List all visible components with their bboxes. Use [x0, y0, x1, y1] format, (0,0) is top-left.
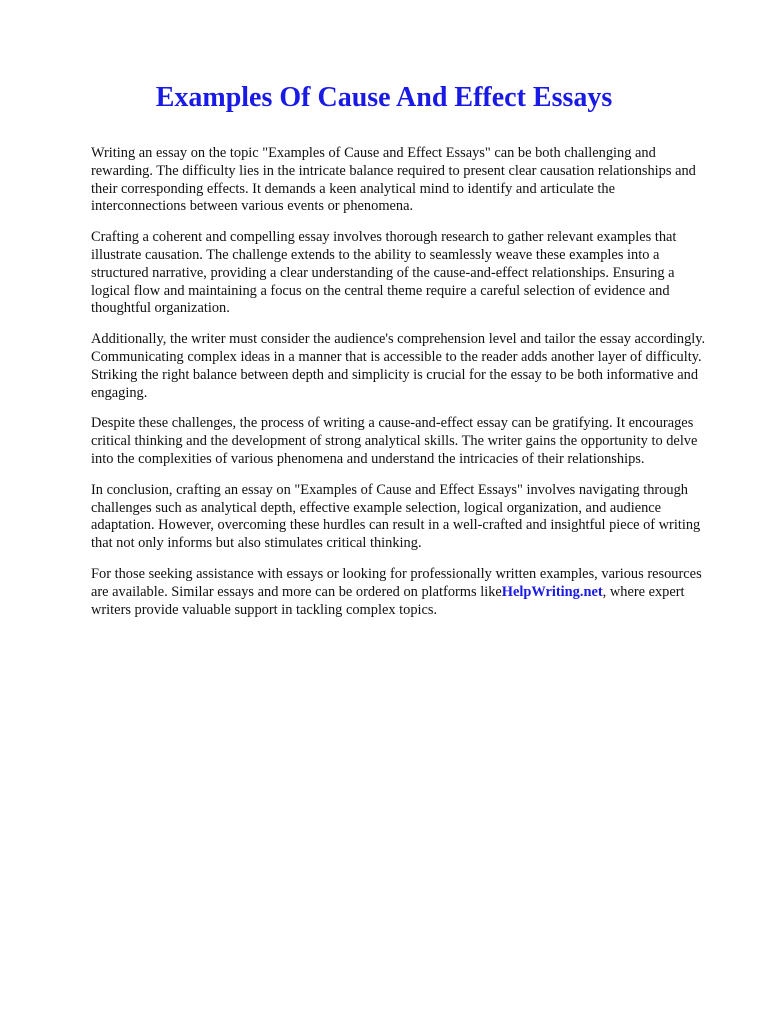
paragraph-5: In conclusion, crafting an essay on "Examples of Cause and Effect Essays" involves navigating through challenges such as analytical depth, effective example selection, logical organization, and audience adaptation. However, overcoming these hurdles can result in a well-crafted and insightful piece of writing that not only informs but also stimulates critical thinking. — [91, 481, 701, 552]
closing-text-after-link: , where expert writers provide valuable support in tackling complex topics. — [91, 583, 685, 618]
closing-paragraph — [91, 566, 711, 619]
closing-text-before-link: For those seeking assistance with essays or looking for professionally written examples, various resources are available. Similar essays and more can be ordered on platforms like — [91, 565, 702, 600]
page-title: Examples Of Cause And Effect Essays — [155, 82, 613, 113]
helpwriting-link[interactable]: HelpWriting.net — [501, 583, 603, 600]
paragraph-3: Additionally, the writer must consider the audience's comprehension level and tailor the essay accordingly. Communicating complex ideas in a manner that is accessible to the reader adds another layer of difficulty. Striking the right balance between depth and simplicity is crucial for the essay to be both informative and engaging. — [91, 331, 706, 401]
paragraph-4: Despite these challenges, the process of writing a cause-and-effect essay can be gratifying. It encourages critical thinking and the development of strong analytical skills. The writer gains the opportunity to delve into the complexities of various phenomena and understand the intricacies of their relationships. — [91, 415, 698, 467]
paragraph-2: Crafting a coherent and compelling essay involves thorough research to gather relevant examples that illustrate causation. The challenge extends to the ability to seamlessly weave these examples into a structured narrative, providing a clear understanding of the cause-and-effect relationships. Ensuring a logical flow and maintaining a focus on the central theme require a careful selection of evidence and thoughtful organization. — [91, 229, 677, 317]
paragraph-1: Writing an essay on the topic "Examples of Cause and Effect Essays" can be both challenging and rewarding. The difficulty lies in the intricate balance required to present clear causation relationships and their corresponding effects. It demands a keen analytical mind to identify and articulate the interconnections between various events or phenomena. — [91, 145, 696, 215]
essay-body — [91, 145, 711, 632]
